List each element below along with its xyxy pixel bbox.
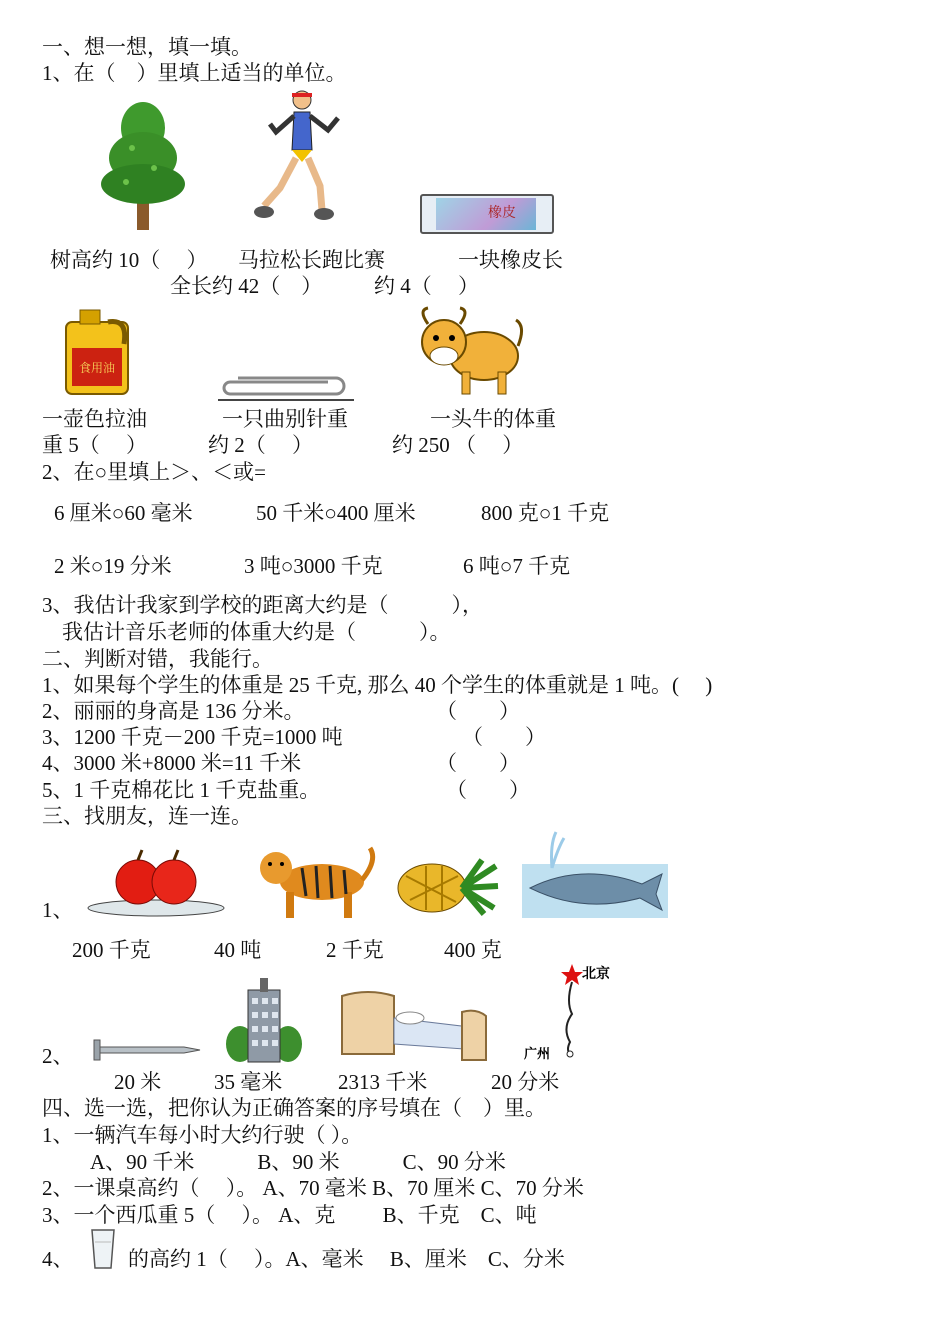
whale-image: [522, 828, 668, 918]
apples-image: [86, 846, 226, 918]
building-image: [226, 978, 302, 1064]
question-1-2: 2、在○里填上＞、＜或=: [42, 460, 267, 484]
eraser-image: [420, 194, 554, 234]
choice-question-2: 2、一课桌高约（ ）。 A、70 毫米 B、70 厘米 C、70 分米: [42, 1176, 584, 1200]
judge-item-5: 5、1 千克棉花比 1 千克盐重。: [42, 778, 321, 802]
judge-item-2: 2、丽丽的身高是 136 分米。: [42, 699, 305, 723]
cow-question-line2: 约 250 （ ）: [392, 433, 524, 457]
match-label: 2 千克: [326, 938, 384, 962]
map-guangzhou-label: 广州: [524, 1047, 551, 1060]
choice-question-4: 的高约 1（ ）。A、毫米 B、厘米 C、分米: [128, 1247, 565, 1271]
cow-image: [414, 306, 526, 398]
clip-question-line2: 约 2（ ）: [208, 433, 313, 457]
match-label: 2313 千米: [338, 1070, 428, 1094]
nail-image: [92, 1038, 202, 1062]
compare-item: 800 克○1 千克: [481, 501, 610, 525]
section-2-title: 二、判断对错，我能行。: [42, 647, 273, 671]
question-1-1: 1、在（ ）里填上适当的单位。: [42, 61, 347, 85]
compare-item: 2 米○19 分米: [54, 554, 172, 578]
eraser-question-line1: 一块橡皮长: [458, 248, 563, 272]
pineapple-image: [396, 856, 500, 918]
eraser-label: 橡皮: [488, 205, 516, 221]
clip-question-line1: 一只曲别针重: [222, 407, 348, 431]
judge-paren: （ ）: [436, 751, 520, 775]
choice-question-4-number: 4、: [42, 1247, 74, 1271]
judge-paren: （ ）: [436, 699, 520, 723]
judge-paren: （ ）: [462, 725, 546, 749]
tiger-image: [252, 840, 378, 920]
oil-label: 食用油: [78, 361, 116, 375]
runner-image: [250, 88, 350, 230]
compare-item: 3 吨○3000 千克: [244, 554, 383, 578]
compare-item: 6 厘米○60 毫米: [54, 501, 193, 525]
judge-item-3: 3、1200 千克－200 千克=1000 吨: [42, 725, 343, 749]
match-label: 35 毫米: [214, 1070, 283, 1094]
tree-question: 树高约 10（ ）: [50, 248, 208, 272]
glass-image: [90, 1228, 116, 1270]
oil-jug-image: [58, 308, 134, 396]
match-label: 20 米: [114, 1070, 162, 1094]
match-row-2-number: 2、: [42, 1044, 74, 1068]
match-label: 400 克: [444, 938, 502, 962]
match-label: 20 分米: [491, 1070, 560, 1094]
cow-question-line1: 一头牛的体重: [430, 407, 556, 431]
compare-item: 6 吨○7 千克: [463, 554, 571, 578]
map-image: [522, 962, 618, 1060]
match-label: 40 吨: [214, 938, 262, 962]
match-row-1-number: 1、: [42, 898, 74, 922]
tree-image: [96, 98, 190, 232]
paper-clip-image: [218, 368, 354, 402]
question-1-3-line2: 我估计音乐老师的体重大约是（ ）。: [62, 620, 451, 644]
oil-question-line1: 一壶色拉油: [42, 407, 147, 431]
section-1-title: 一、想一想，填一填。: [42, 35, 252, 59]
eraser-question-line2: 约 4（ ）: [374, 274, 479, 298]
choice-question-1: 1、一辆汽车每小时大约行驶（ ）。: [42, 1123, 363, 1147]
judge-item-4: 4、3000 米+8000 米=11 千米: [42, 751, 302, 775]
runner-question-line1: 马拉松长跑比赛: [238, 248, 385, 272]
choice-question-1-options: A、90 千米 B、90 米 C、90 分米: [90, 1150, 506, 1174]
compare-item: 50 千米○400 厘米: [256, 501, 416, 525]
map-beijing-label: 北京: [582, 966, 610, 982]
judge-item-1: 1、如果每个学生的体重是 25 千克, 那么 40 个学生的体重就是 1 吨。( ): [42, 673, 713, 697]
match-label: 200 千克: [72, 938, 151, 962]
oil-question-line2: 重 5（ ）: [42, 433, 147, 457]
bed-image: [338, 988, 488, 1062]
section-4-title: 四、选一选，把你认为正确答案的序号填在（ ）里。: [42, 1096, 546, 1120]
choice-question-3: 3、一个西瓜重 5（ ）。 A、克 B、千克 C、吨: [42, 1203, 537, 1227]
judge-paren: （ ）: [446, 778, 530, 802]
question-1-3-line1: 3、我估计我家到学校的距离大约是（ ），: [42, 593, 483, 617]
section-3-title: 三、找朋友，连一连。: [42, 804, 252, 828]
runner-question-line2: 全长约 42（ ）: [170, 274, 323, 298]
